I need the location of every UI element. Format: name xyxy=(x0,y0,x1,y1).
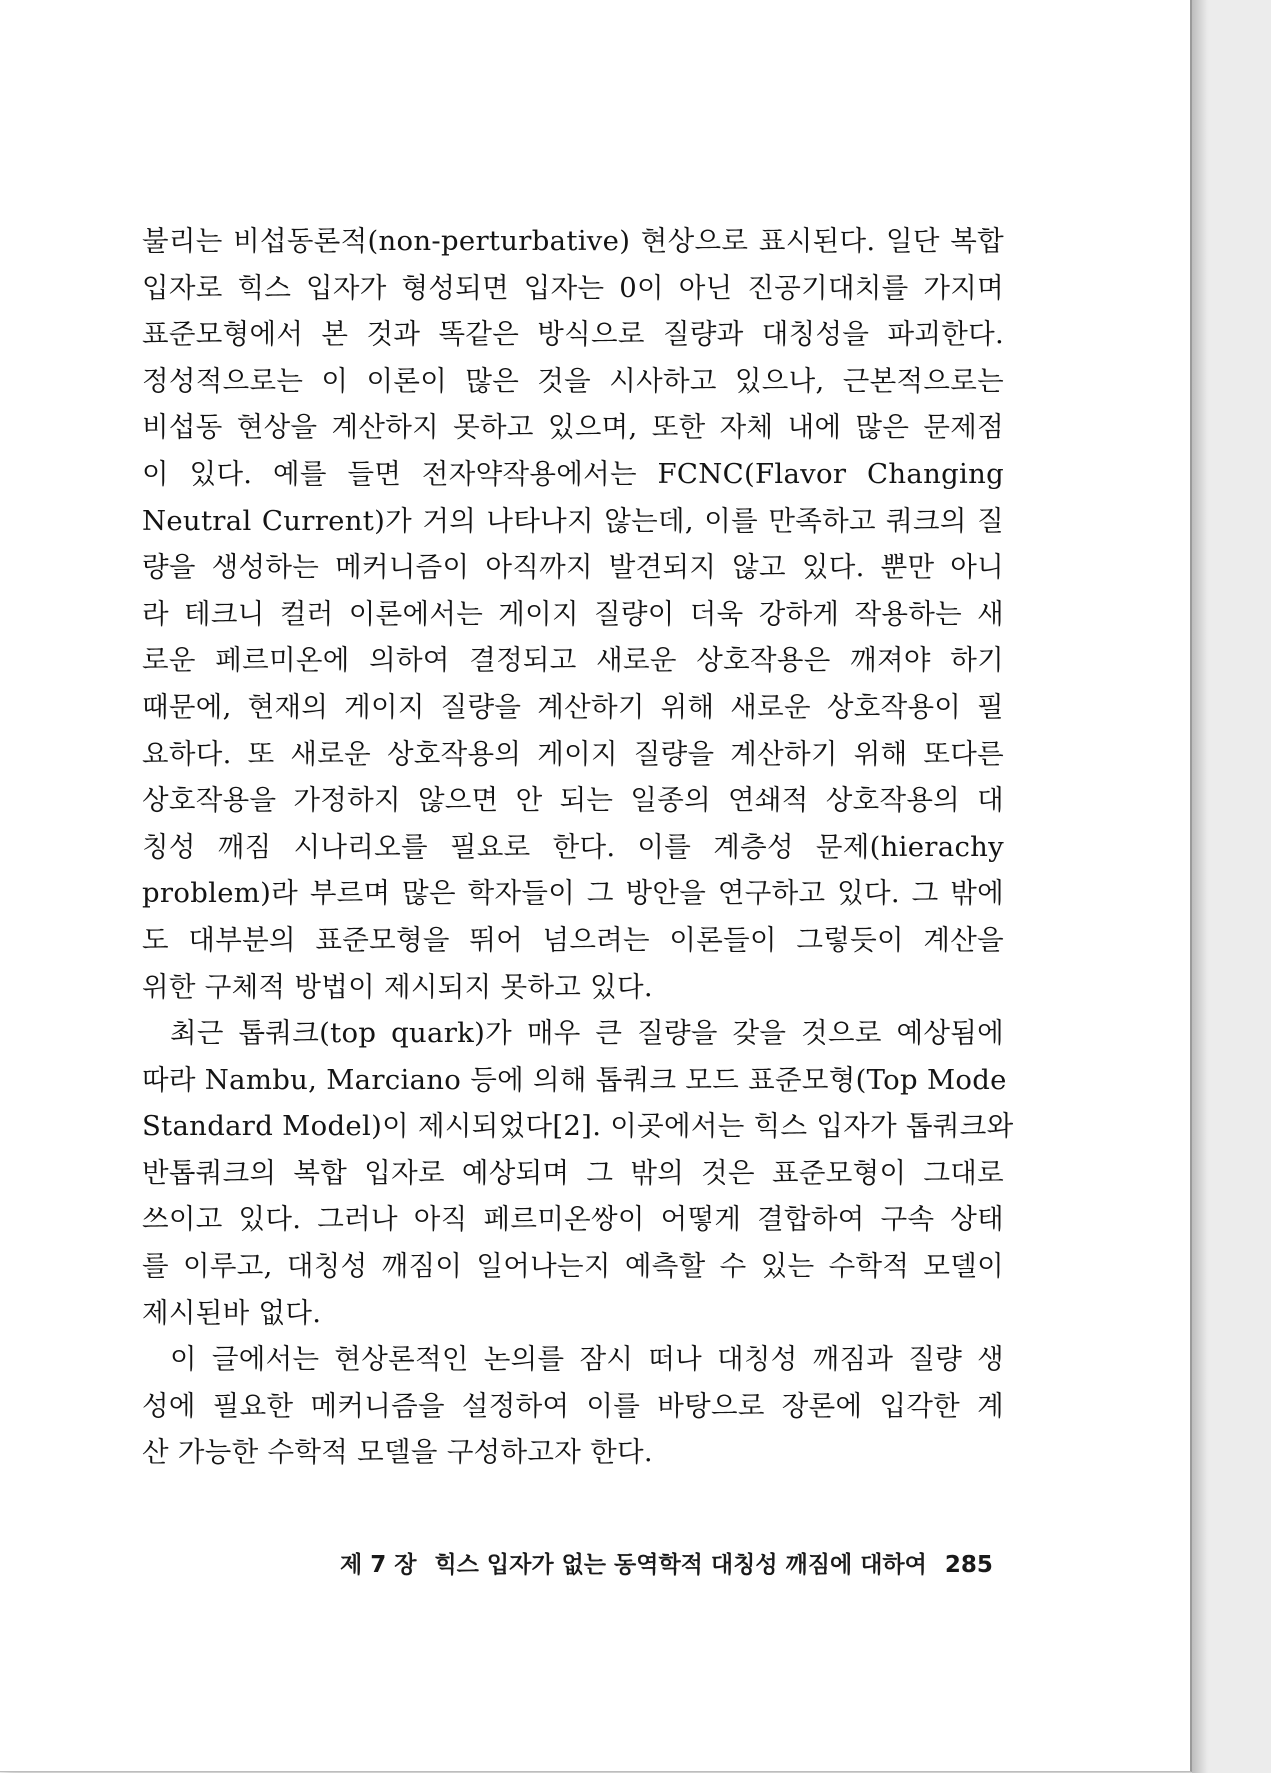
chapter-number: 제 7 장 xyxy=(340,1552,417,1578)
text-line: 최근 톱쿼크(top quark)가 매우 큰 질량을 갖을 것으로 예상됨에 xyxy=(170,1017,1004,1050)
paragraph-3 xyxy=(142,1336,1004,1476)
text-line: 칭성 깨짐 시나리오를 필요로 한다. 이를 계층성 문제(hierachy xyxy=(142,830,1004,863)
text-line: 상호작용을 가정하지 않으면 안 되는 일종의 연쇄적 상호작용의 대 xyxy=(142,784,1004,817)
text-line: 라 테크니 컬러 이론에서는 게이지 질량이 더욱 강하게 작용하는 새 xyxy=(142,597,1004,630)
text-line: 비섭동 현상을 계산하지 못하고 있으며, 또한 자체 내에 많은 문제점 xyxy=(142,411,1004,444)
text-line: 정성적으로는 이 이론이 많은 것을 시사하고 있으나, 근본적으로는 xyxy=(142,364,1004,397)
text-line: problem)라 부르며 많은 학자들이 그 방안을 연구하고 있다. 그 밖에 xyxy=(142,877,1004,910)
text-line: 불리는 비섭동론적(non-perturbative) 현상으로 표시된다. 일단 복합 xyxy=(142,225,1004,257)
text-line: 도 대부분의 표준모형을 뛰어 넘으려는 이론들이 그렇듯이 계산을 xyxy=(142,923,1004,956)
text-line: 쓰이고 있다. 그러나 아직 페르미온쌍이 어떻게 결합하여 구속 상태 xyxy=(142,1203,1004,1236)
text-line: 로운 페르미온에 의하여 결정되고 새로운 상호작용은 깨져야 하기 xyxy=(142,644,1004,677)
text-line: Standard Model)이 제시되었다[2]. 이곳에서는 힉스 입자가 톱쿼크와 xyxy=(142,1110,1014,1143)
text-line: 입자로 힉스 입자가 형성되면 입자는 0이 아닌 진공기대치를 가지며 xyxy=(142,271,1004,304)
text-line: 표준모형에서 본 것과 똑같은 방식으로 질량과 대칭성을 파괴한다. xyxy=(142,318,1004,351)
body-text xyxy=(142,218,1014,1476)
text-line: 위한 구체적 방법이 제시되지 못하고 있다. xyxy=(142,970,653,1003)
text-line: Neutral Current)가 거의 나타나지 않는데, 이를 만족하고 쿼크의 질 xyxy=(142,504,1004,537)
text-line: 를 이루고, 대칭성 깨짐이 일어나는지 예측할 수 있는 수학적 모델이 xyxy=(142,1250,1004,1283)
text-line: 이 있다. 예를 들면 전자약작용에서는 FCNC(Flavor Changing xyxy=(142,457,1004,490)
paragraph-2 xyxy=(142,1010,1014,1336)
paragraph-1 xyxy=(142,218,1004,1010)
text-line: 따라 Nambu, Marciano 등에 의해 톱쿼크 모드 표준모형(Top Mode xyxy=(142,1063,1007,1096)
page-number: 285 xyxy=(944,1552,993,1578)
text-line: 량을 생성하는 메커니즘이 아직까지 발견되지 않고 있다. 뿐만 아니 xyxy=(142,551,1004,584)
chapter-title: 힉스 입자가 없는 동역학적 대칭성 깨짐에 대하여 xyxy=(434,1552,927,1578)
text-line: 제시된바 없다. xyxy=(142,1296,322,1329)
text-line: 성에 필요한 메커니즘을 설정하여 이를 바탕으로 장론에 입각한 계 xyxy=(142,1389,1004,1422)
page-edge-shadow xyxy=(1192,0,1208,1773)
text-line: 산 가능한 수학적 모델을 구성하고자 한다. xyxy=(142,1436,653,1469)
text-line: 때문에, 현재의 게이지 질량을 계산하기 위해 새로운 상호작용이 필 xyxy=(142,690,1004,723)
text-line: 반톱쿼크의 복합 입자로 예상되며 그 밖의 것은 표준모형이 그대로 xyxy=(142,1156,1004,1189)
text-line: 이 글에서는 현상론적인 논의를 잠시 떠나 대칭성 깨짐과 질량 생 xyxy=(170,1343,1004,1376)
running-footer xyxy=(340,1546,993,1579)
text-line: 요하다. 또 새로운 상호작용의 게이지 질량을 계산하기 위해 또다른 xyxy=(142,737,1004,770)
